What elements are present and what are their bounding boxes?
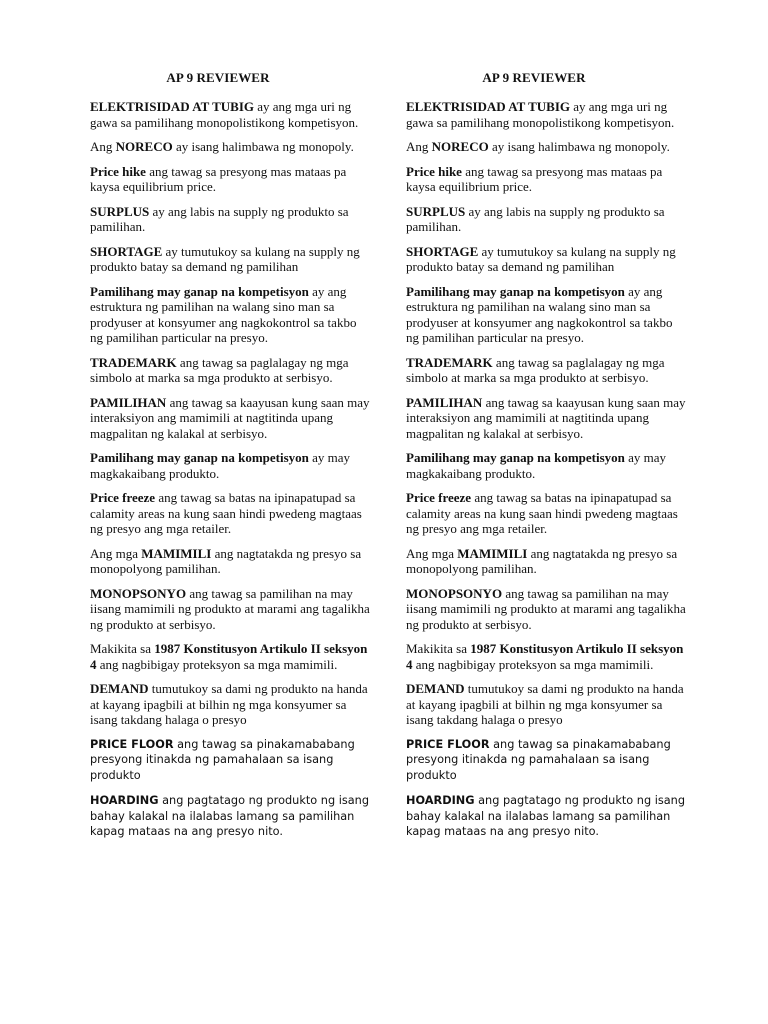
column-title: AP 9 REVIEWER xyxy=(482,70,586,85)
entry-term: MAMIMILI xyxy=(141,545,212,561)
entry-definition: ang tawag sa presyong mas mataas pa kaysa equilibrium price. xyxy=(90,163,347,194)
entry-term: SURPLUS xyxy=(90,203,150,219)
entry-term: NORECO xyxy=(431,139,489,154)
reviewer-entry xyxy=(90,641,370,672)
entry-definition: ang tawag sa paglalagay ng mga simbolo at marka sa mga produkto at serbisyo. xyxy=(406,354,665,385)
reviewer-entry xyxy=(406,204,686,235)
entry-definition: ay may magkakaibang produkto. xyxy=(90,450,351,481)
reviewer-entry xyxy=(406,164,686,195)
reviewer-entry xyxy=(406,681,686,728)
reviewer-entry xyxy=(406,284,686,346)
entry-prefix: Makikita sa xyxy=(90,641,155,656)
reviewer-entry xyxy=(90,99,370,130)
entry-term: HOARDING xyxy=(406,794,475,807)
column-title: AP 9 REVIEWER xyxy=(166,70,270,85)
entry-prefix: Ang mga xyxy=(90,545,142,561)
reviewer-entry xyxy=(406,139,686,155)
entry-definition: ang tawag sa pamilihan na may iisang mamimili ng produkto at marami ang tagalikha ng produkto at serbisyo. xyxy=(406,585,686,632)
entry-term: Price freeze xyxy=(406,490,472,505)
entry-term: MAMIMILI xyxy=(457,545,528,561)
right-column xyxy=(406,70,686,850)
entry-term: PAMILIHAN xyxy=(406,394,483,410)
reviewer-entry xyxy=(406,546,686,577)
reviewer-entry xyxy=(90,546,370,577)
entry-term: Pamilihang may ganap na kompetisyon xyxy=(90,283,309,299)
reviewer-entry xyxy=(90,204,370,235)
entry-term: PAMILIHAN xyxy=(90,394,167,410)
entry-definition: ang nagbibigay proteksyon sa mga mamimili. xyxy=(412,656,654,672)
entry-definition: ay tumutukoy sa kulang na supply ng produkto batay sa demand ng pamilihan xyxy=(90,243,360,274)
reviewer-entry xyxy=(406,641,686,672)
reviewer-entry xyxy=(406,737,686,784)
entry-definition: ang nagtatakda ng presyo sa monopolyong pamilihan. xyxy=(90,545,362,576)
entry-definition: tumutukoy sa dami ng produkto na handa at kayang ipagbili at bilhin ng mga konsyumer sa isang takdang halaga o presyo xyxy=(406,681,684,727)
entry-term: HOARDING xyxy=(90,794,159,807)
reviewer-entry xyxy=(406,450,686,481)
entry-definition: ang tawag sa kaayusan kung saan may interaksiyon ang mamimili at nagtitinda upang magpalitan ng kalakal at serbisyo. xyxy=(406,394,686,441)
entry-definition: ay ang mga uri ng gawa sa pamilihang monopolistikong kompetisyon. xyxy=(90,99,359,130)
entry-definition: ang tawag sa paglalagay ng mga simbolo at marka sa mga produkto at serbisyo. xyxy=(90,354,349,385)
entry-definition: ay ang estruktura ng pamilihan na walang sino man sa prodyuser at konsyumer ang nagkokontrol sa takbo ng pamilihan particular na presyo. xyxy=(90,283,357,345)
reviewer-entry xyxy=(90,244,370,275)
reviewer-entry xyxy=(406,99,686,130)
entry-term: SHORTAGE xyxy=(406,243,479,259)
reviewer-entry xyxy=(90,395,370,442)
reviewer-entry xyxy=(90,355,370,386)
reviewer-entry xyxy=(90,793,370,840)
reviewer-entry xyxy=(90,139,370,155)
reviewer-entry xyxy=(90,450,370,481)
reviewer-entry xyxy=(90,737,370,784)
reviewer-entry xyxy=(406,355,686,386)
entry-term: Pamilihang may ganap na kompetisyon xyxy=(90,450,309,465)
entry-term: Price hike xyxy=(90,163,146,179)
entry-definition: ang pagtatago ng produkto ng isang bahay kalakal na ilalabas lamang sa pamilihan kapag mataas na ang presyo nito. xyxy=(406,794,685,838)
entry-definition: ay may magkakaibang produkto. xyxy=(406,450,667,481)
entry-term: MONOPSONYO xyxy=(90,585,187,601)
entry-definition: ang tawag sa kaayusan kung saan may interaksiyon ang mamimili at nagtitinda upang magpalitan ng kalakal at serbisyo. xyxy=(90,394,370,441)
entry-definition: ay ang mga uri ng gawa sa pamilihang monopolistikong kompetisyon. xyxy=(406,99,675,130)
left-column xyxy=(90,70,370,850)
entry-term: PRICE FLOOR xyxy=(90,737,174,751)
entry-definition: ay isang halimbawa ng monopoly. xyxy=(488,139,670,154)
reviewer-entry xyxy=(406,395,686,442)
entry-prefix: Ang xyxy=(90,139,116,154)
entry-definition: ang pagtatago ng produkto ng isang bahay kalakal na ilalabas lamang sa pamilihan kapag mataas na ang presyo nito. xyxy=(90,794,369,838)
entry-term: Price freeze xyxy=(90,490,156,505)
entry-definition: ang nagbibigay proteksyon sa mga mamimili. xyxy=(96,656,338,672)
reviewer-entry xyxy=(406,244,686,275)
entry-definition: ang tawag sa pinakamababang presyong itinakda ng pamahalaan sa isang produkto xyxy=(90,737,355,782)
entry-definition: tumutukoy sa dami ng produkto na handa at kayang ipagbili at bilhin ng mga konsyumer sa isang takdang halaga o presyo xyxy=(90,681,368,727)
entry-term: PRICE FLOOR xyxy=(406,737,490,751)
entry-term: NORECO xyxy=(115,139,173,154)
entry-term: SHORTAGE xyxy=(90,243,163,259)
entry-definition: ang tawag sa pamilihan na may iisang mamimili ng produkto at marami ang tagalikha ng produkto at serbisyo. xyxy=(90,585,370,632)
entry-term: 1987 Konstitusyon Artikulo II seksyon 4 xyxy=(90,641,368,672)
reviewer-entry xyxy=(90,164,370,195)
entry-definition: ang nagtatakda ng presyo sa monopolyong pamilihan. xyxy=(406,545,678,576)
reviewer-entry xyxy=(90,586,370,633)
entry-term: ELEKTRISIDAD AT TUBIG xyxy=(406,99,571,114)
entry-term: ELEKTRISIDAD AT TUBIG xyxy=(90,99,255,114)
reviewer-entry xyxy=(406,793,686,840)
entry-definition: ay ang labis na supply ng produkto sa pamilihan. xyxy=(406,203,665,234)
entry-term: 1987 Konstitusyon Artikulo II seksyon 4 xyxy=(406,641,684,672)
reviewer-entry xyxy=(406,490,686,537)
reviewer-entry xyxy=(406,586,686,633)
reviewer-entry xyxy=(90,490,370,537)
entry-term: DEMAND xyxy=(406,681,465,696)
entry-definition: ang tawag sa batas na ipinapatupad sa calamity areas na kung saan hindi pwedeng magtaas ng presyo ang mga retailer. xyxy=(406,490,678,536)
entry-definition: ay ang estruktura ng pamilihan na walang sino man sa prodyuser at konsyumer ang nagkokontrol sa takbo ng pamilihan particular na presyo. xyxy=(406,283,673,345)
entry-term: SURPLUS xyxy=(406,203,466,219)
entry-definition: ang tawag sa pinakamababang presyong itinakda ng pamahalaan sa isang produkto xyxy=(406,737,671,782)
entry-term: TRADEMARK xyxy=(406,354,493,370)
entry-definition: ay tumutukoy sa kulang na supply ng produkto batay sa demand ng pamilihan xyxy=(406,243,676,274)
entry-term: Pamilihang may ganap na kompetisyon xyxy=(406,283,625,299)
entry-term: Price hike xyxy=(406,163,462,179)
entry-definition: ang tawag sa presyong mas mataas pa kaysa equilibrium price. xyxy=(406,163,663,194)
entry-list xyxy=(406,99,686,840)
entry-prefix: Makikita sa xyxy=(406,641,471,656)
entry-term: Pamilihang may ganap na kompetisyon xyxy=(406,450,625,465)
entry-term: MONOPSONYO xyxy=(406,585,503,601)
entry-prefix: Ang xyxy=(406,139,432,154)
entry-definition: ay ang labis na supply ng produkto sa pamilihan. xyxy=(90,203,349,234)
reviewer-entry xyxy=(90,681,370,728)
entry-prefix: Ang mga xyxy=(406,545,458,561)
entry-term: TRADEMARK xyxy=(90,354,177,370)
reviewer-entry xyxy=(90,284,370,346)
entry-definition: ang tawag sa batas na ipinapatupad sa calamity areas na kung saan hindi pwedeng magtaas ng presyo ang mga retailer. xyxy=(90,490,362,536)
entry-definition: ay isang halimbawa ng monopoly. xyxy=(172,139,354,154)
entry-term: DEMAND xyxy=(90,681,149,696)
entry-list xyxy=(90,99,370,840)
